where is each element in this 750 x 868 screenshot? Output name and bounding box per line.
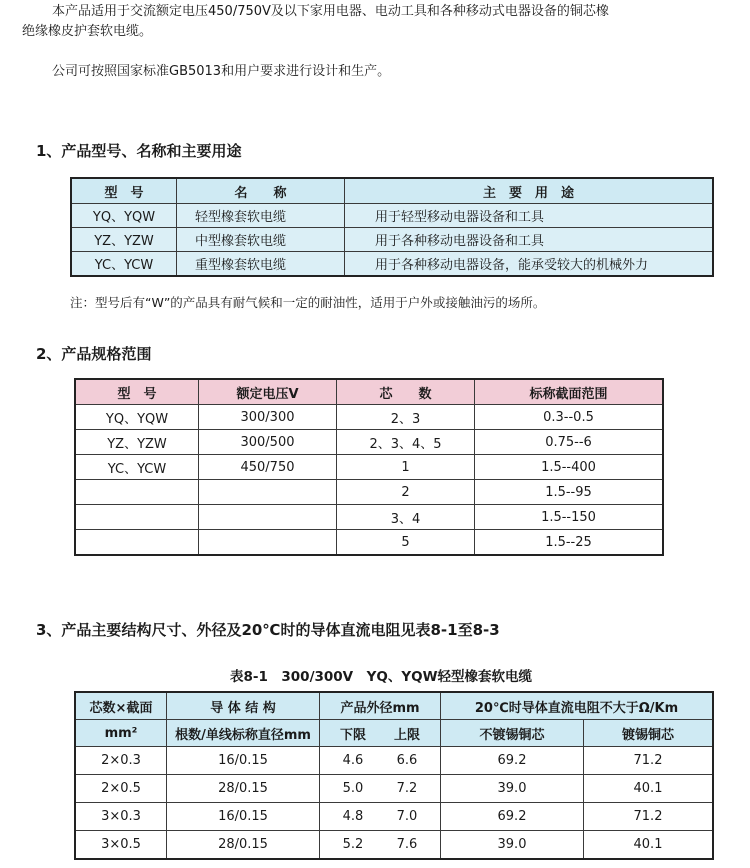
section1-title: 1、产品型号、名称和主要用途 [36,142,242,160]
cell-model: YZ、YZW [71,228,177,252]
spec-range-table [74,378,664,556]
cell-plain-copper: 39.0 [441,775,584,803]
header-tinned-copper: 镀锡铜芯 [584,720,714,747]
intro-line-2: 绝缘橡皮护套软电缆。 [22,24,153,39]
table-row [75,480,663,505]
table-row [75,803,713,831]
cell-usage: 用于各种移动电器设备，能承受较大的机械外力 [345,252,714,277]
cell-voltage [199,480,337,505]
table-header-row [71,178,713,204]
cell-section-range: 1.5--150 [475,505,664,530]
header-name: 名 称 [177,178,345,204]
header-strands: 根数/单线标称直径mm [167,720,320,747]
cell-upper: 7.0 [396,809,418,824]
cell-model: YQ、YQW [71,204,177,228]
header-lower: 下限 [339,727,366,743]
table-header-row [75,692,713,720]
table-row [75,505,663,530]
cell-name: 重型橡套软电缆 [177,252,345,277]
section3-title: 3、产品主要结构尺寸、外径及20℃时的导体直流电阻见表8-1至8-3 [36,621,500,639]
cell-strands: 28/0.15 [167,831,320,860]
structure-table [74,691,714,860]
cell-strands: 16/0.15 [167,803,320,831]
header-outer-diameter: 产品外径mm [320,692,441,720]
header-unit: mm² [75,720,167,747]
table-note: 注：型号后有“W”的产品具有耐气候和一定的耐油性，适用于户外或接触油污的场所。 [70,295,546,310]
cell-model: YZ、YZW [75,430,199,455]
cell-model [75,480,199,505]
header-conductor: 导 体 结 构 [167,692,320,720]
header-section-range: 标称截面范围 [475,379,664,405]
header-model: 型 号 [71,178,177,204]
table-row [75,405,663,430]
cell-section-range: 1.5--400 [475,455,664,480]
header-resistance: 20℃时导体直流电阻不大于Ω/Km [441,692,714,720]
header-voltage: 额定电压V [199,379,337,405]
cell-name: 中型橡套软电缆 [177,228,345,252]
cell-lower: 5.2 [342,837,364,852]
cell-model: YC、YCW [71,252,177,277]
cell-upper: 6.6 [396,753,418,768]
cell-cores: 2 [337,480,475,505]
table-caption: 表8-1 300/300V YQ、YQW轻型橡套软电缆 [230,669,533,685]
cell-tinned-copper: 40.1 [584,831,714,860]
cell-limits [320,775,441,803]
intro-line-1: 本产品适用于交流额定电压450/750V及以下家用电器、电动工具和各种移动式电器设备的铜芯橡 [52,4,609,19]
cell-limits [320,803,441,831]
cell-limits [320,831,441,860]
cell-model [75,530,199,556]
cell-section-range: 0.3--0.5 [475,405,664,430]
cell-plain-copper: 69.2 [441,803,584,831]
table-header-row [75,379,663,405]
table-row [75,831,713,860]
cell-core-section: 2×0.3 [75,747,167,775]
cell-plain-copper: 69.2 [441,747,584,775]
cell-tinned-copper: 40.1 [584,775,714,803]
table-row [71,228,713,252]
cell-core-section: 2×0.5 [75,775,167,803]
cell-section-range: 0.75--6 [475,430,664,455]
cell-upper: 7.2 [396,781,418,796]
cell-cores: 2、3 [337,405,475,430]
table-row [75,775,713,803]
cell-lower: 4.6 [342,753,364,768]
cell-strands: 28/0.15 [167,775,320,803]
table-row [71,252,713,277]
cell-section-range: 1.5--95 [475,480,664,505]
intro-paragraph-1 [22,2,742,42]
cell-cores: 3、4 [337,505,475,530]
cell-usage: 用于轻型移动电器设备和工具 [345,204,714,228]
table-subheader-row [75,720,713,747]
cell-lower: 4.8 [342,809,364,824]
header-upper: 上限 [393,727,420,743]
table-row [75,747,713,775]
cell-upper: 7.6 [396,837,418,852]
header-core-section: 芯数×截面 [75,692,167,720]
cell-tinned-copper: 71.2 [584,747,714,775]
cell-model: YC、YCW [75,455,199,480]
cell-voltage: 300/300 [199,405,337,430]
cell-cores: 5 [337,530,475,556]
table-row [75,430,663,455]
header-model: 型 号 [75,379,199,405]
model-usage-table [70,177,714,277]
cell-core-section: 3×0.3 [75,803,167,831]
header-cores: 芯 数 [337,379,475,405]
cell-cores: 1 [337,455,475,480]
cell-plain-copper: 39.0 [441,831,584,860]
header-plain-copper: 不镀锡铜芯 [441,720,584,747]
header-usage: 主 要 用 途 [345,178,714,204]
cell-strands: 16/0.15 [167,747,320,775]
table-row [71,204,713,228]
cell-limits [320,747,441,775]
intro-paragraph-2: 公司可按照国家标准GB5013和用户要求进行设计和生产。 [52,64,391,79]
cell-voltage [199,505,337,530]
cell-voltage: 300/500 [199,430,337,455]
cell-model: YQ、YQW [75,405,199,430]
section2-title: 2、产品规格范围 [36,345,152,363]
table-row [75,455,663,480]
cell-core-section: 3×0.5 [75,831,167,860]
cell-lower: 5.0 [342,781,364,796]
cell-voltage: 450/750 [199,455,337,480]
header-limits [320,720,441,747]
cell-cores: 2、3、4、5 [337,430,475,455]
table-row [75,530,663,556]
cell-section-range: 1.5--25 [475,530,664,556]
cell-voltage [199,530,337,556]
cell-name: 轻型橡套软电缆 [177,204,345,228]
cell-usage: 用于各种移动电器设备和工具 [345,228,714,252]
cell-tinned-copper: 71.2 [584,803,714,831]
cell-model [75,505,199,530]
